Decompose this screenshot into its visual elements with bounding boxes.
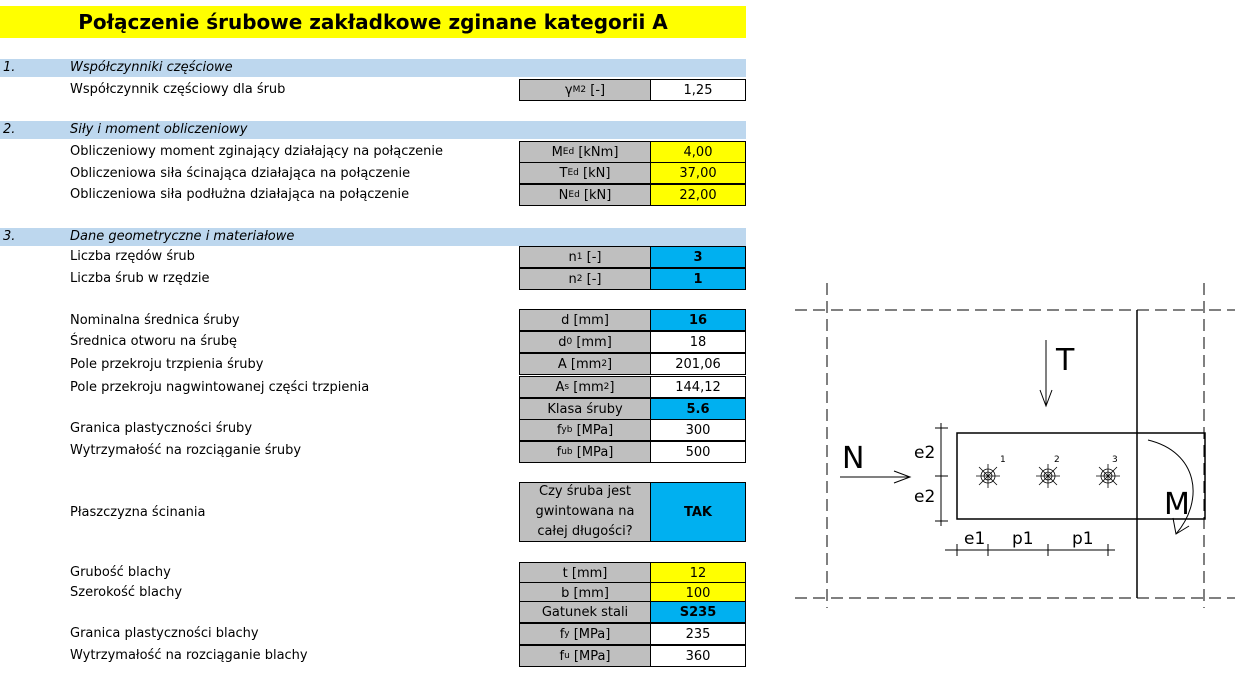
- force-n-label: N: [842, 441, 865, 476]
- value-fyb[interactable]: 300: [650, 419, 746, 441]
- value-as[interactable]: 144,12: [650, 376, 746, 398]
- section-number: 3.: [3, 229, 16, 244]
- symbol-t: t [mm]: [519, 562, 651, 584]
- symbol-d0: d 0 [mm]: [519, 331, 651, 353]
- value-fy[interactable]: 235: [650, 623, 746, 645]
- row-label-d: Nominalna średnica śruby: [70, 313, 240, 328]
- symbol-gatunek: Gatunek stali: [519, 601, 651, 623]
- value-d0[interactable]: 18: [650, 331, 746, 353]
- section-label: Siły i moment obliczeniowy: [70, 122, 248, 137]
- dim-e2-top-label: e2: [914, 443, 936, 463]
- value-d[interactable]: 16: [650, 309, 746, 331]
- dim-e2-bottom-label: e2: [914, 487, 936, 507]
- row-label-b: Szerokość blachy: [70, 585, 183, 600]
- bolt-3-icon: [1096, 464, 1120, 488]
- symbol-d: d [mm]: [519, 309, 651, 331]
- section-header-1: [0, 59, 746, 77]
- section-number: 1.: [3, 60, 16, 75]
- symbol-as: A s [mm 2 ]: [519, 376, 651, 398]
- row-label-n-ed: Obliczeniowa siła podłużna działająca na połączenie: [70, 187, 410, 202]
- section-label: Dane geometryczne i materiałowe: [70, 229, 295, 244]
- symbol-t-ed: T Ed [kN]: [519, 162, 651, 184]
- section-number: 2.: [3, 122, 16, 137]
- value-gamma-m2[interactable]: 1,25: [650, 79, 746, 101]
- bolt-1-icon: [976, 464, 1000, 488]
- symbol-b: b [mm]: [519, 582, 651, 604]
- row-label-m-ed: Obliczeniowy moment zginający działający na połączenie: [70, 144, 444, 159]
- symbol-fub: f ub [MPa]: [519, 441, 651, 463]
- bolt-label-2: 2: [1054, 455, 1060, 465]
- symbol-klasa: Klasa śruby: [519, 398, 651, 420]
- row-label-fu: Wytrzymałość na rozciąganie blachy: [70, 648, 308, 663]
- value-t[interactable]: 12: [650, 562, 746, 584]
- value-t-ed[interactable]: 37,00: [650, 162, 746, 184]
- force-t-label: T: [1056, 343, 1075, 378]
- row-label-fyb: Granica plastyczności śruby: [70, 421, 253, 436]
- value-shear-plane[interactable]: TAK: [650, 482, 746, 542]
- symbol-fyb: f yb [MPa]: [519, 419, 651, 441]
- bolt-label-3: 3: [1112, 455, 1118, 465]
- section-header-2: [0, 121, 746, 139]
- value-n2[interactable]: 1: [650, 268, 746, 290]
- row-label-a: Pole przekroju trzpienia śruby: [70, 357, 264, 372]
- section-label: Współczynniki częściowe: [70, 60, 233, 75]
- row-label-fub: Wytrzymałość na rozciąganie śruby: [70, 443, 302, 458]
- symbol-m-ed: M Ed [kNm]: [519, 141, 651, 163]
- connection-diagram: [790, 278, 1240, 608]
- symbol-n2: n 2 [-]: [519, 268, 651, 290]
- section-header-3: [0, 228, 746, 246]
- value-gatunek[interactable]: S235: [650, 601, 746, 623]
- value-fub[interactable]: 500: [650, 441, 746, 463]
- page-title: Połączenie śrubowe zakładkowe zginane kategorii A: [0, 6, 746, 38]
- dim-p1-label-2: p1: [1072, 529, 1094, 549]
- row-label-fy: Granica plastyczności blachy: [70, 626, 259, 641]
- value-b[interactable]: 100: [650, 582, 746, 604]
- symbol-n-ed: N Ed [kN]: [519, 184, 651, 206]
- row-label-gamma-m2: Współczynnik częściowy dla śrub: [70, 82, 286, 97]
- value-n1[interactable]: 3: [650, 246, 746, 268]
- row-label-t: Grubość blachy: [70, 565, 171, 580]
- symbol-n1: n 1 [-]: [519, 246, 651, 268]
- symbol-fy: f y [MPa]: [519, 623, 651, 645]
- value-n-ed[interactable]: 22,00: [650, 184, 746, 206]
- value-a[interactable]: 201,06: [650, 353, 746, 375]
- value-m-ed[interactable]: 4,00: [650, 141, 746, 163]
- row-label-shear-plane: Płaszczyzna ścinania: [70, 505, 206, 520]
- value-fu[interactable]: 360: [650, 645, 746, 667]
- bolt-2-icon: [1036, 464, 1060, 488]
- row-label-as: Pole przekroju nagwintowanej części trzpienia: [70, 380, 370, 395]
- symbol-gamma-m2: γ M2 [-]: [519, 79, 651, 101]
- row-label-t-ed: Obliczeniowa siła ścinająca działająca na połączenie: [70, 166, 411, 181]
- symbol-fu: f u [MPa]: [519, 645, 651, 667]
- row-label-n2: Liczba śrub w rzędzie: [70, 271, 210, 286]
- row-label-d0: Średnica otworu na śrubę: [70, 334, 237, 349]
- bolt-label-1: 1: [1000, 455, 1006, 465]
- dim-p1-label-1: p1: [1012, 529, 1034, 549]
- symbol-shear-plane: Czy śruba jest gwintowana na całej długości?: [519, 482, 651, 542]
- value-klasa[interactable]: 5.6: [650, 398, 746, 420]
- dim-e1-label: e1: [964, 529, 986, 549]
- row-label-n1: Liczba rzędów śrub: [70, 249, 195, 264]
- symbol-a: A [mm 2 ]: [519, 353, 651, 375]
- moment-m-label: M: [1164, 487, 1190, 522]
